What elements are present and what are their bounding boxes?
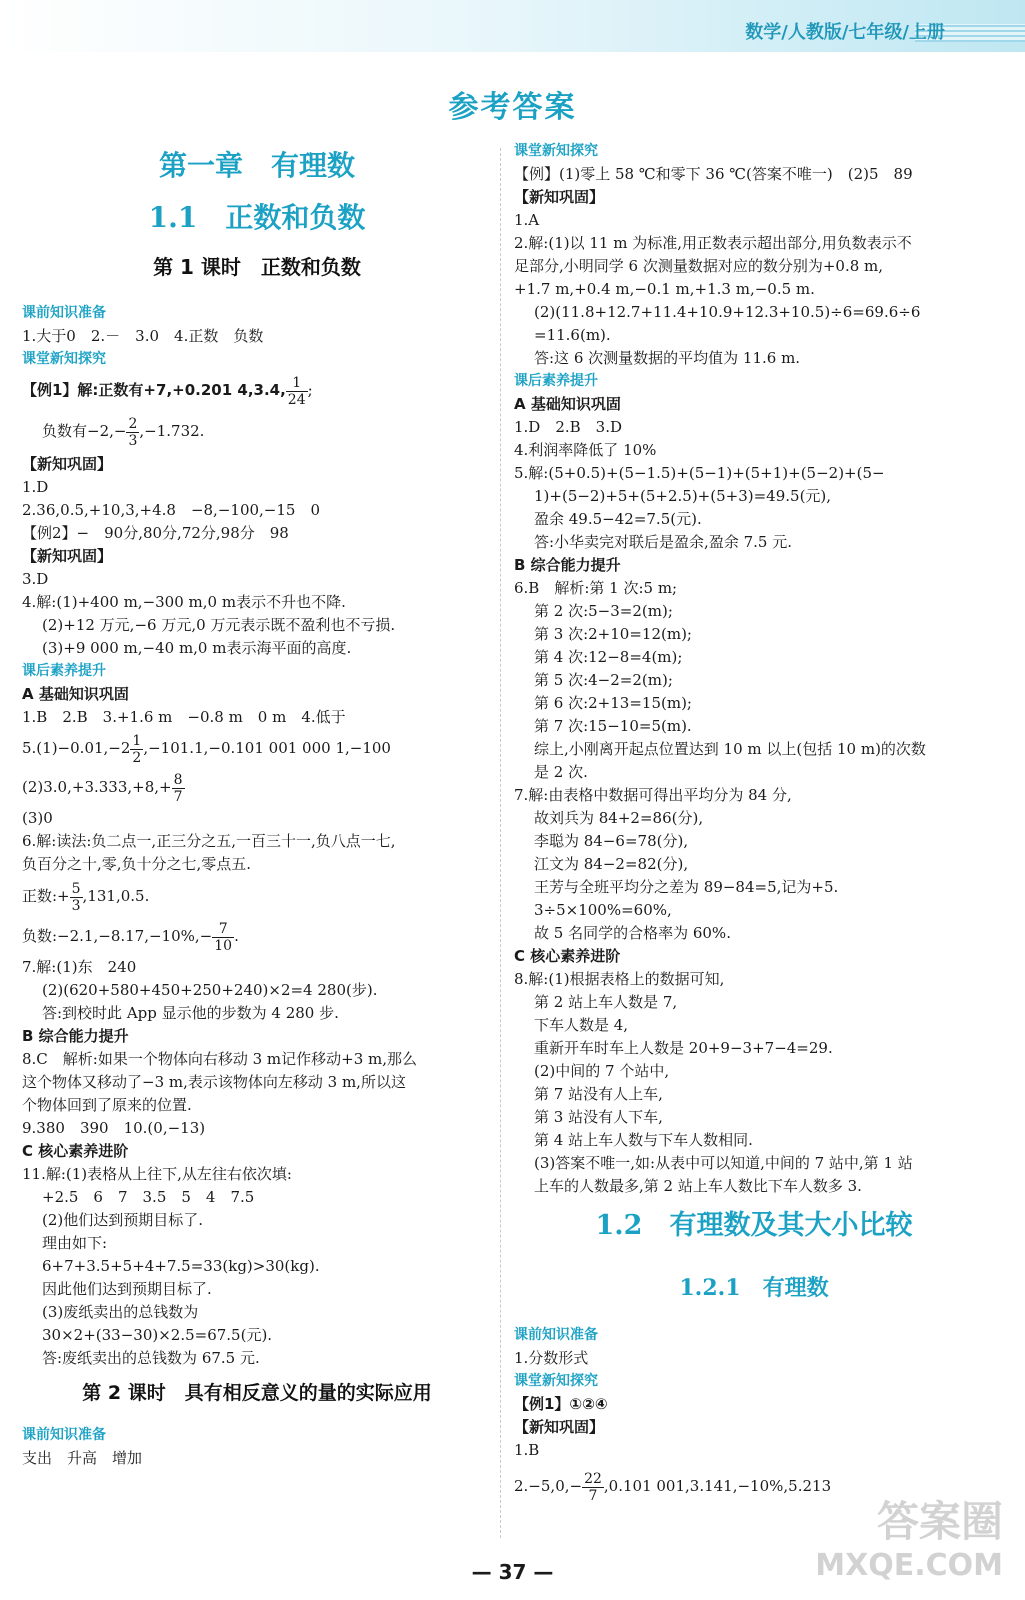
answer-line: 4.解:(1)+400 m,−300 m,0 m表示不升也不降.: [22, 593, 346, 611]
page-title: 参考答案: [448, 90, 577, 125]
answer-line: (3)0: [22, 809, 53, 827]
label-pre-class: 课前知识准备: [514, 1327, 598, 1343]
text-run: 负数:−2.1,−8.17,−10%,−: [22, 927, 213, 945]
answer-line: 【例】(1)零上 58 ℃和零下 36 ℃(答案不唯一) (2)5 89: [514, 165, 913, 183]
answer-line: =11.6(m).: [534, 326, 611, 344]
fraction: $\frac{2}{3}$: [128, 415, 138, 449]
page-number: — 37 —: [471, 1560, 554, 1584]
label-level-c: C 核心素养进阶: [22, 1142, 129, 1160]
page-number-value: 37: [498, 1560, 527, 1584]
text-run: ;: [307, 381, 313, 399]
answer-line: 故 5 名同学的合格率为 60%.: [534, 924, 731, 942]
answer-line: 1.A: [514, 211, 540, 229]
answer-line: +1.7 m,+0.4 m,−0.1 m,+1.3 m,−0.5 m.: [514, 280, 815, 298]
label-in-class: 课堂新知探究: [514, 1373, 598, 1389]
answer-line: 答:到校时此 App 显示他的步数为 4 280 步.: [42, 1004, 339, 1022]
answer-line: 7.解:由表格中数据可得出平均分为 84 分,: [514, 786, 792, 804]
fraction: $\frac{22}{7}$: [584, 1470, 602, 1504]
answer-line: 3÷5×100%=60%,: [534, 901, 672, 919]
answer-line: (2)中间的 7 个站中,: [534, 1062, 670, 1080]
answer-line: 1.D: [22, 478, 49, 496]
answer-line: 第 2 站上车人数是 7,: [534, 993, 678, 1011]
answer-line: 第 3 次:2+10=12(m);: [534, 625, 692, 643]
answer-line: [22, 371, 492, 409]
text-run: ,0.101 001,3.141,−10%,5.213: [603, 1477, 832, 1495]
answer-line: 因此他们达到预期目标了.: [42, 1280, 212, 1298]
answer-line: 6+7+3.5+5+4+7.5=33(kg)>30(kg).: [42, 1257, 320, 1275]
answer-line: 8.C 解析:如果一个物体向右移动 3 m记作移动+3 m,那么: [22, 1050, 418, 1068]
label-in-class: 课堂新知探究: [514, 143, 598, 159]
right-column: [514, 140, 994, 1510]
fraction: $\frac{5}{3}$: [71, 880, 81, 914]
answer-line: 江文为 84−2=82(分),: [534, 855, 689, 873]
answer-line: [22, 876, 492, 916]
answer-line: 1.B: [514, 1441, 540, 1459]
label-after-class: 课后素养提升: [22, 663, 106, 679]
answer-line: (2)他们达到预期目标了.: [42, 1211, 204, 1229]
text-run: 5.(1)−0.01,−2: [22, 739, 131, 757]
answer-line: 李聪为 84−6=78(分),: [534, 832, 689, 850]
answer-line: 综上,小刚离开起点位置达到 10 m 以上(包括 10 m)的次数: [534, 740, 926, 758]
answer-line: 第 6 次:2+13=15(m);: [534, 694, 692, 712]
answer-line: 上车的人数最多,第 2 站上车人数比下车人数多 3.: [534, 1177, 862, 1195]
answer-line: 1.分数形式: [514, 1349, 589, 1367]
answer-line: (3)答案不唯一,如:从表中可以知道,中间的 7 站中,第 1 站: [534, 1154, 913, 1172]
answer-line: 1)+(5−2)+5+(5+2.5)+(5+3)=49.5(元),: [534, 487, 832, 505]
label-pre-class: 课前知识准备: [22, 1427, 106, 1443]
answer-line: 【例1】①②④: [514, 1395, 608, 1413]
answer-line: [22, 729, 492, 767]
answer-line: 11.解:(1)表格从上往下,从左往右依次填:: [22, 1165, 292, 1183]
watermark-text: 答案圈: [876, 1497, 1003, 1546]
answer-line: [22, 916, 492, 956]
answer-line: 答:废纸卖出的总钱数为 67.5 元.: [42, 1349, 260, 1367]
answer-line: 【例2】− 90分,80分,72分,98分 98: [22, 524, 289, 542]
answer-line: 1.D 2.B 3.D: [514, 418, 623, 436]
answer-line: 8.解:(1)根据表格上的数据可知,: [514, 970, 725, 988]
answer-line: [22, 767, 492, 807]
answer-line: (2)(620+580+450+250+240)×2=4 280(步).: [42, 981, 378, 999]
answer-line: 这个物体又移动了−3 m,表示该物体向左移动 3 m,所以这: [22, 1073, 406, 1091]
watermark-url: MXQE.COM: [815, 1548, 1003, 1583]
fraction: $\frac{8}{7}$: [173, 771, 183, 805]
answer-line: 第 3 站没有人下车,: [534, 1108, 663, 1126]
fraction: $\frac{1}{24}$: [287, 374, 306, 408]
answer-line: 足部分,小明同学 6 次测量数据对应的数分别为+0.8 m,: [514, 257, 884, 275]
answer-line: [22, 409, 492, 453]
answer-line: 6.解:读法:负二点一,正三分之五,一百三十一,负八点一七,: [22, 832, 396, 850]
answer-line: 答:小华卖完对联后是盈余,盈余 7.5 元.: [534, 533, 792, 551]
answer-line: 负百分之十,零,负十分之七,零点五.: [22, 855, 252, 873]
answer-line: 个物体回到了原来的位置.: [22, 1096, 192, 1114]
text-run: ,−1.732.: [139, 422, 205, 440]
answer-line: 王芳与全班平均分之差为 89−84=5,记为+5.: [534, 878, 839, 896]
text-run: ,−101.1,−0.101 001 000 1,−100: [143, 739, 391, 757]
left-column: [22, 146, 492, 1470]
answer-line: 6.B 解析:第 1 次:5 m;: [514, 579, 678, 597]
label-level-b: B 综合能力提升: [22, 1027, 129, 1045]
answer-line: 4.利润率降低了 10%: [514, 441, 657, 459]
answer-line: 第 5 次:4−2=2(m);: [534, 671, 673, 689]
answer-line: 3.D: [22, 570, 49, 588]
answer-line: (2)(11.8+12.7+11.4+10.9+12.3+10.5)÷6=69.6÷6: [534, 303, 921, 321]
answer-line: 第 7 次:15−10=5(m).: [534, 717, 692, 735]
label-level-c: C 核心素养进阶: [514, 947, 621, 965]
text-run: 正数:+: [22, 887, 70, 905]
answer-line: 重新开车时车上人数是 20+9−3+7−4=29.: [534, 1039, 833, 1057]
answer-line: 支出 升高 增加: [22, 1449, 143, 1467]
label-level-a: A 基础知识巩固: [22, 685, 129, 703]
label-consolidate: 【新知巩固】: [22, 547, 113, 565]
fraction: $\frac{1}{2}$: [132, 732, 142, 766]
answer-line: 30×2+(33−30)×2.5=67.5(元).: [42, 1326, 273, 1344]
text-run: .: [234, 927, 239, 945]
answer-line: 2.36,0.5,+10,3,+4.8 −8,−100,−15 0: [22, 501, 320, 519]
lesson-heading: 第 2 课时 具有相反意义的量的实际应用: [82, 1382, 432, 1404]
text-run: 负数有−2,−: [42, 422, 127, 440]
label-level-b: B 综合能力提升: [514, 556, 621, 574]
label-after-class: 课后素养提升: [514, 373, 598, 389]
label-consolidate: 【新知巩固】: [22, 455, 113, 473]
answer-line: 答:这 6 次测量数据的平均值为 11.6 m.: [534, 349, 801, 367]
answer-line: 第 4 站上车人数与下车人数相同.: [534, 1131, 753, 1149]
answer-line: 1.大于0 2.－ 3.0 4.正数 负数: [22, 327, 264, 345]
answer-line: 第 2 次:5−3=2(m);: [534, 602, 673, 620]
answer-line: 2.解:(1)以 11 m 为标准,用正数表示超出部分,用负数表示不: [514, 234, 912, 252]
answer-line: 是 2 次.: [534, 763, 588, 781]
column-divider: [500, 148, 501, 1538]
section-heading: 1.1 正数和负数: [148, 201, 366, 234]
answer-line: (3)废纸卖出的总钱数为: [42, 1303, 199, 1321]
answer-line: 5.解:(5+0.5)+(5−1.5)+(5−1)+(5+1)+(5−2)+(5−: [514, 464, 885, 482]
answer-line: 故刘兵为 84+2=86(分),: [534, 809, 704, 827]
answer-line: 7.解:(1)东 240: [22, 958, 137, 976]
label-consolidate: 【新知巩固】: [514, 1418, 605, 1436]
chapter-heading: 第一章 有理数: [158, 149, 355, 182]
text-run: ,131,0.5.: [82, 887, 150, 905]
fraction: $\frac{7}{10}$: [214, 920, 233, 954]
answer-line: +2.5 6 7 3.5 5 4 7.5: [42, 1188, 255, 1206]
answer-line: (2)+12 万元,−6 万元,0 万元表示既不盈利也不亏损.: [42, 616, 396, 634]
answer-line: (3)+9 000 m,−40 m,0 m表示海平面的高度.: [42, 639, 352, 657]
answer-line: 9.380 390 10.(0,−13): [22, 1119, 206, 1137]
label-in-class: 课堂新知探究: [22, 351, 106, 367]
answer-line: 理由如下:: [42, 1234, 108, 1252]
answer-line: 第 7 站没有人上车,: [534, 1085, 663, 1103]
text-run: 2.−5,0,−: [514, 1477, 583, 1495]
subsection-heading: 1.2.1 有理数: [679, 1275, 829, 1301]
series-label: 数学/人教版/七年级/上册: [745, 22, 945, 43]
text-run: 【例1】解:正数有+7,+0.201 4,3.4,: [22, 381, 286, 399]
label-pre-class: 课前知识准备: [22, 305, 106, 321]
header-band: [0, 0, 1025, 52]
answer-line: 盈余 49.5−42=7.5(元).: [534, 510, 702, 528]
label-level-a: A 基础知识巩固: [514, 395, 621, 413]
lesson-heading: 第 1 课时 正数和负数: [153, 255, 361, 279]
text-run: (2)3.0,+3.333,+8,+: [22, 778, 172, 796]
answer-line: 第 4 次:12−8=4(m);: [534, 648, 683, 666]
section-heading: 1.2 有理数及其大小比较: [595, 1210, 913, 1241]
label-consolidate: 【新知巩固】: [514, 188, 605, 206]
answer-line: 1.B 2.B 3.+1.6 m −0.8 m 0 m 4.低于: [22, 708, 346, 726]
answer-line: 下车人数是 4,: [534, 1016, 629, 1034]
